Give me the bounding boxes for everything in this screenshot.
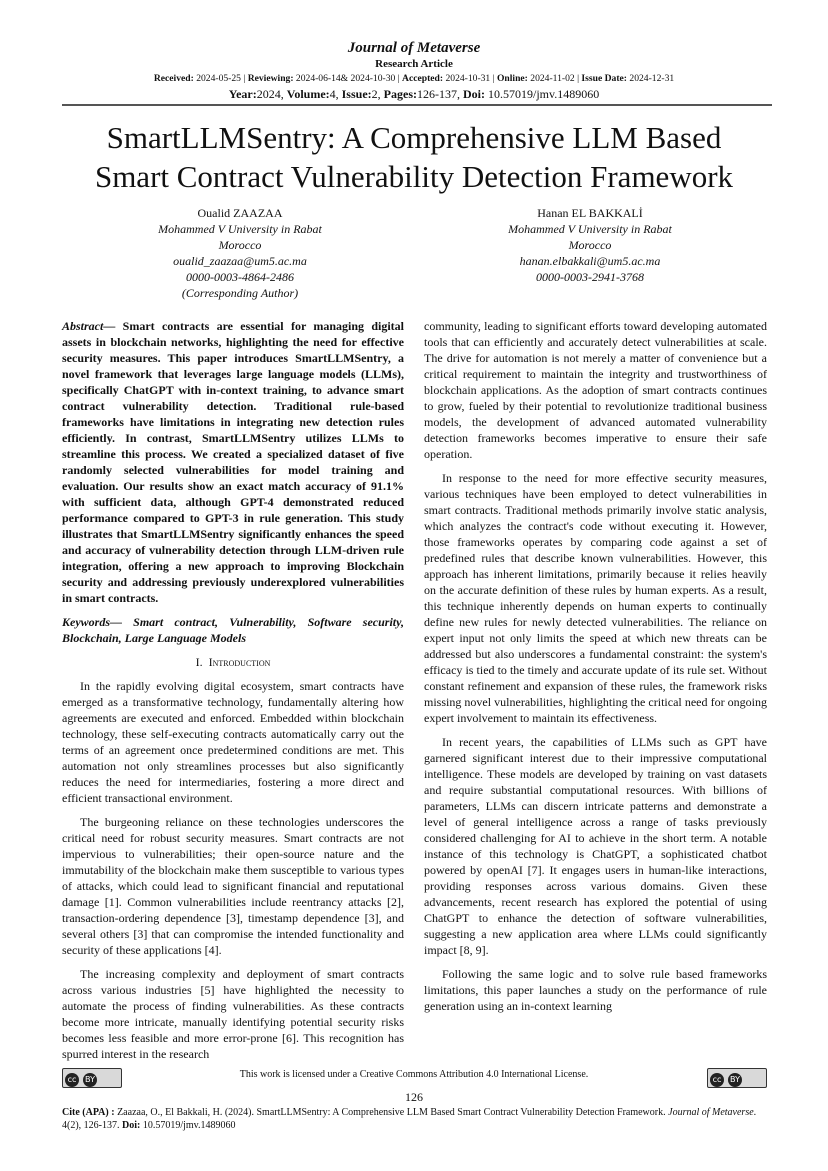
by-icon: BY [728,1073,742,1087]
author-name: Oualid ZAAZAA [197,206,283,220]
author-email[interactable]: oualid_zaazaa@um5.ac.ma [173,254,307,268]
header-divider [62,104,772,106]
accepted-date: 2024-10-31 [445,73,491,84]
online-label: Online: [496,73,528,84]
right-column [424,318,767,1022]
cc-by-badge-right[interactable] [707,1068,767,1088]
abstract-text: Smart contracts are essential for managing digital assets in blockchain networks, highlighting the need for effective security measures. This paper introduces SmartLLMSentry, a novel framework that leverages large language models (LLMs), specifically ChatGPT with in-context training, to advance smart contract vulnerability detection. Traditional rule-based frameworks have limitations in integrating new detection rules efficiently. In contrast, SmartLLMSentry utilizes LLMs to streamline this process. We created a specialized dataset of five randomly selected vulnerabilities for model training and evaluation. Our results show an exact match accuracy of 91.1% with sufficient data, although GPT-4 demonstrated reduced performance compared to GPT-3 in rule generation. This study illustrates that SmartLLMSentry significantly enhances the speed and accuracy of vulnerability detection through LLM-driven rule integration, offering a new approach to improving Blockchain security and addressing previously underexplored vulnerabilities in smart contracts. [62,319,405,605]
keywords [62,614,404,646]
author-orcid[interactable]: 0000-0003-4864-2486 [186,270,294,284]
citation [62,1106,767,1132]
title-line-1: SmartLLMSentry: A Comprehensive LLM Based [106,120,722,155]
keywords-label: Keywords— [62,615,122,629]
body-paragraph: In response to the need for more effective security measures, various techniques have been employed to detect vulnerabilities in smart contracts. Traditional methods primarily involve static analysis, which analyzes the contract's code without executing it. However, those frameworks operates by comparing code against a set of predefined rules that describe known vulnerabilities. However, this approach has inherent limitations, primarily because it relies heavily on the accurate definition of these rules by human experts. As a result, this technique inherently depends on human experts to continually define new rules for newly detected vulnerabilities. The reliance on expert input not only limits the speed at which new threats can be addressed but also underscores a fundamental constraint: the system's efficacy is tied to the timely and accurate update of its rule set. Without constant refinement and expansion of these rules, the framework risks missing novel vulnerabilities, highlighting the critical need for ongoing expert involvement to maintain its effectiveness. [424,471,767,725]
cite-doi[interactable]: 10.57019/jmv.1489060 [142,1120,236,1131]
body-paragraph: Following the same logic and to solve rule based frameworks limitations, this paper launches a study on the performance of rule generation using an in-context learning [424,967,767,1013]
issue-value: 2 [371,87,378,101]
year-value: 2024 [256,87,281,101]
author-affiliation: Mohammed V University in Rabat [508,222,672,236]
cc-icon: cc [65,1073,79,1087]
doi-value[interactable]: 10.57019/jmv.1489060 [487,87,600,101]
reviewing-date: 2024-06-14& 2024-10-30 [295,73,396,84]
online-date: 2024-11-02 [530,73,575,84]
pages-value: 126-137 [416,87,457,101]
cite-journal: Journal of Metaverse [668,1107,754,1118]
received-date: 2024-05-25 [196,73,241,84]
author-affiliation: Mohammed V University in Rabat [158,222,322,236]
body-paragraph: In the rapidly evolving digital ecosystem, smart contracts have emerged as a transformative technology, fundamentally altering how agreements are executed and enforced. Embedded within blockchain technology, these self-executing contracts automatically carry out the terms of an agreement once predetermined conditions are met. This automation not only streamlines processes but also significantly reduces the need for intermediaries, fostering a more direct and efficient transactional environment. [62,679,404,805]
author-orcid[interactable]: 0000-0003-2941-3768 [536,270,644,284]
year-label: Year: [228,87,257,101]
author-name: Hanan EL BAKKALİ [537,206,643,220]
body-paragraph: In recent years, the capabilities of LLMs such as GPT have garnered significant interest due to their impressive computational intelligence. These models are developed by training on vast datasets and require substantial computational resources. With billions of parameters, LLMs can discern intricate patterns and demonstrate a level of general intelligence across a range of tasks previously considered challenging for AI to achieve in the short term. A notable instance of this technology is ChatGPT, a sophisticated chatbot powered by openAI [7]. It engages users in human-like interactions, providing responses across various domains. Given these advancements, recent research has explored the potential of using ChatGPT to enhance the detection of software vulnerabilities, suggesting a new application area where LLMs could significantly impact [8, 9]. [424,735,767,957]
accepted-label: Accepted: [402,73,444,84]
author-country: Morocco [218,238,262,252]
issue-label: Issue: [341,87,372,101]
title-line-2: Smart Contract Vulnerability Detection Framework [94,159,734,194]
cc-icon: cc [710,1073,724,1087]
author-email[interactable]: hanan.elbakkali@um5.ac.ma [519,254,661,268]
corresponding-note: (Corresponding Author) [181,286,299,300]
cite-text: Zaazaa, O., El Bakkali, H. (2024). SmartLLMSentry: A Comprehensive LLM Based Smart Contract Vulnerability Detection Framework. [117,1107,666,1118]
license-text: This work is licensed under a Creative Commons Attribution 4.0 International License. [239,1069,589,1080]
author-block-2 [425,205,755,285]
cite-tail: . 4(2), 126-137. [62,1107,757,1131]
publication-info: Year:2024, Volume:4, Issue:2, Pages:126-137, Doi: 10.57019/jmv.1489060 [228,87,600,101]
article-type: Research Article [375,58,453,70]
by-icon: BY [83,1073,97,1087]
paper-title [30,118,798,196]
body-paragraph-continued: community, leading to significant efforts toward developing automated tools that can efficiently and accurately detect vulnerabilities at scale. The drive for automation is not merely a matter of convenience but a critical requirement to maintain the integrity and trustworthiness of blockchain applications. As the adoption of smart contracts continues to grow, fueled by their potential to revolutionize traditional business models, the development of advanced automated vulnerability detection frameworks becomes imperative to ensure their safe operation. [424,319,767,461]
author-country: Morocco [568,238,612,252]
volume-label: Volume: [286,87,330,101]
article-dates: Received: 2024-05-25 | Reviewing: 2024-06-14& 2024-10-30 | Accepted: 2024-10-31 | Online: 2024-11-02 | Issue Date: 2024-12-31 [153,73,675,84]
section-heading-introduction [62,654,404,670]
pages-label: Pages: [383,87,417,101]
received-label: Received: [153,73,194,84]
issue-date-label: Issue Date: [581,73,627,84]
doi-label: Doi: [462,87,485,101]
body-paragraph: The burgeoning reliance on these technologies underscores the critical need for robust security measures. Smart contracts are not impervious to vulnerabilities; their open-source nature and the immutability of the blockchain make them susceptible to various types of attacks, which could lead to significant financial and reputational damage [1]. Common vulnerabilities include reentrancy attacks [2], transaction-ordering dependence [3], timestamp dependence [3], and several others [3] that can compromise the intended functionality and security of these applications [4]. [62,815,404,957]
left-column [62,318,404,1070]
reviewing-label: Reviewing: [247,73,294,84]
body-paragraph: The increasing complexity and deployment of smart contracts across various industries [5] have highlighted the necessity to automate the process of finding vulnerabilities. As these contracts become more intricate, manually identifying potential security risks becomes less feasible and more error-prone [6]. This recognition has spurred interest in the research [62,967,404,1061]
author-block-1 [75,205,405,301]
volume-value: 4 [329,87,336,101]
issue-date: 2024-12-31 [629,73,675,84]
cite-doi-label: Doi: [122,1120,141,1131]
journal-name: Journal of Metaverse [347,40,481,56]
abstract [62,318,404,606]
page-number: 126 [405,1090,423,1104]
cite-label: Cite (APA) : [62,1107,115,1118]
section-title: Introduction [208,655,271,669]
keywords-text: Smart contract, Vulnerability, Software security, Blockchain, Large Language Models [62,615,404,645]
abstract-label: Abstract— [62,319,116,333]
section-number: I. [195,655,203,669]
